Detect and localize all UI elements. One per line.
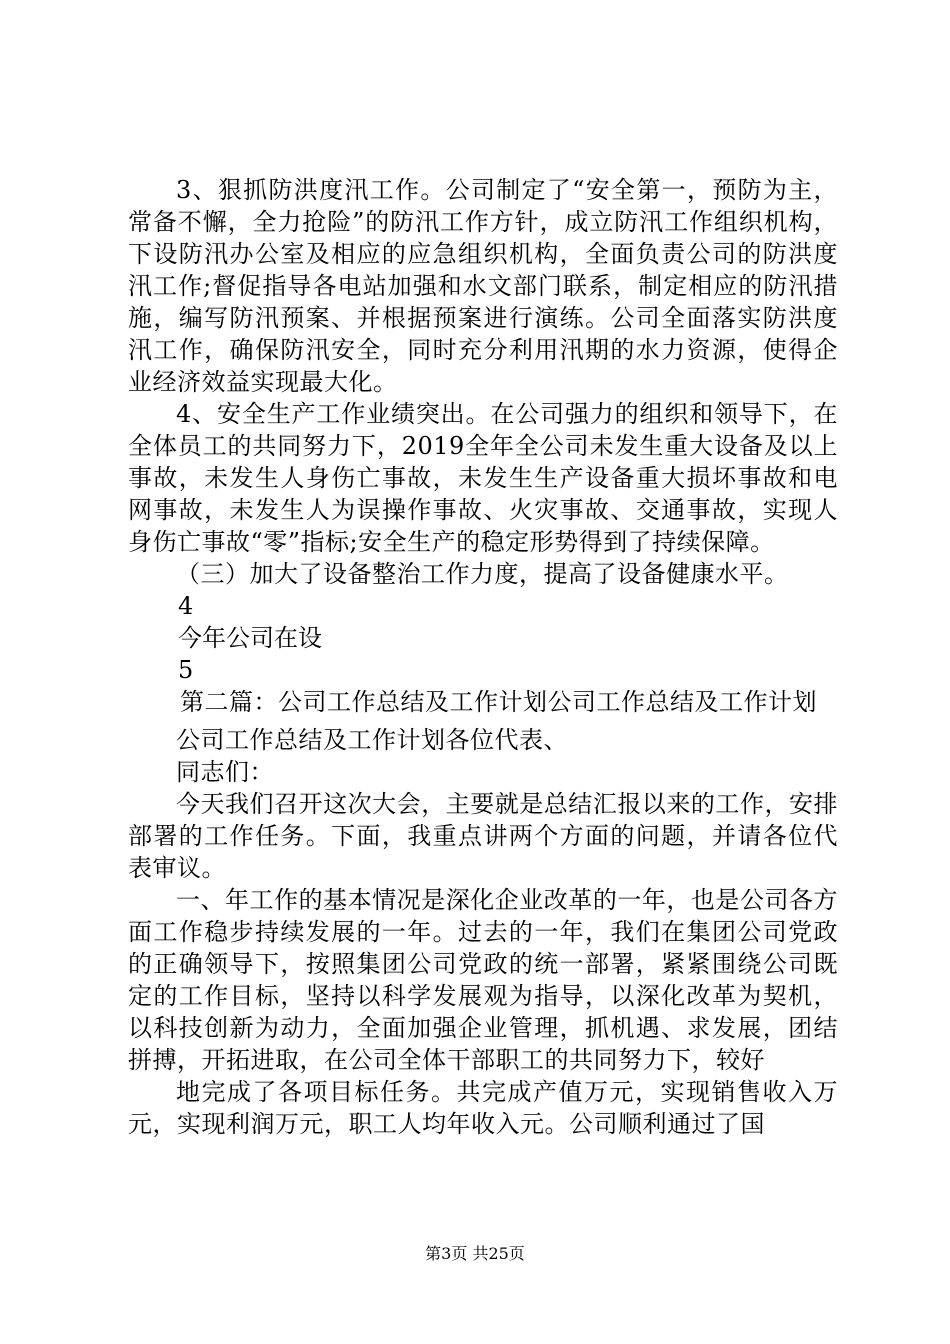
fragment-number-4: 4 [178, 592, 194, 620]
page-footer: 第3页 共25页 [425, 1244, 525, 1263]
fragment-number-5: 5 [178, 656, 194, 684]
paragraph-safety-performance: 4、安全生产工作业绩突出。在公司强力的组织和领导下，在全体员工的共同努力下，2019全年全公司未发生重大设备及以上事故，未发生人身伤亡事故，未发生生产设备重大损坏事故和电网事故，未发生人为误操作事故、火灾事故、交通事故，实现人身伤亡事故“零”指标;安全生产的稳定形势得到了持续保障。 [128, 400, 838, 556]
paragraph-greeting: 同志们： [176, 758, 274, 786]
document-body [128, 174, 838, 1140]
paragraph-equipment-heading: （三）加大了设备整治工作力度，提高了设备健康水平。 [176, 560, 789, 588]
section-title-part-two: 第二篇：公司工作总结及工作计划公司工作总结及工作计划 [180, 688, 817, 716]
paragraph-targets-completed: 地完成了各项目标任务。共完成产值万元，实现销售收入万元，实现利润万元，职工人均年收入元。公司顺利通过了国 [128, 1078, 838, 1138]
paragraph-greeting-title: 公司工作总结及工作计划各位代表、 [176, 726, 568, 754]
paragraph-meeting-intro: 今天我们召开这次大会，主要就是总结汇报以来的工作，安排部署的工作任务。下面，我重点讲两个方面的问题，并请各位代表审议。 [128, 790, 838, 882]
paragraph-flood-control: 3、狠抓防洪度汛工作。公司制定了“安全第一，预防为主，常备不懈，全力抢险”的防汛工作方针，成立防汛工作组织机构，下设防汛办公室及相应的应急组织机构，全面负责公司的防洪度汛工作;督促指导各电站加强和水文部门联系，制定相应的防汛措施，编写防汛预案、并根据预案进行演练。公司全面落实防洪度汛工作，确保防汛安全，同时充分利用汛期的水力资源，使得企业经济效益实现最大化。 [128, 176, 838, 396]
paragraph-basic-situation: 一、年工作的基本情况是深化企业改革的一年，也是公司各方面工作稳步持续发展的一年。过去的一年，我们在集团公司党政的正确领导下，按照集团公司党政的统一部署，紧紧围绕公司既定的工作目标，坚持以科学发展观为指导，以深化改革为契机，以科技创新为动力，全面加强企业管理，抓机遇、求发展，团结拼搏，开拓进取，在公司全体干部职工的共同努力下，较好 [128, 886, 838, 1074]
fragment-text: 今年公司在设 [178, 624, 322, 652]
